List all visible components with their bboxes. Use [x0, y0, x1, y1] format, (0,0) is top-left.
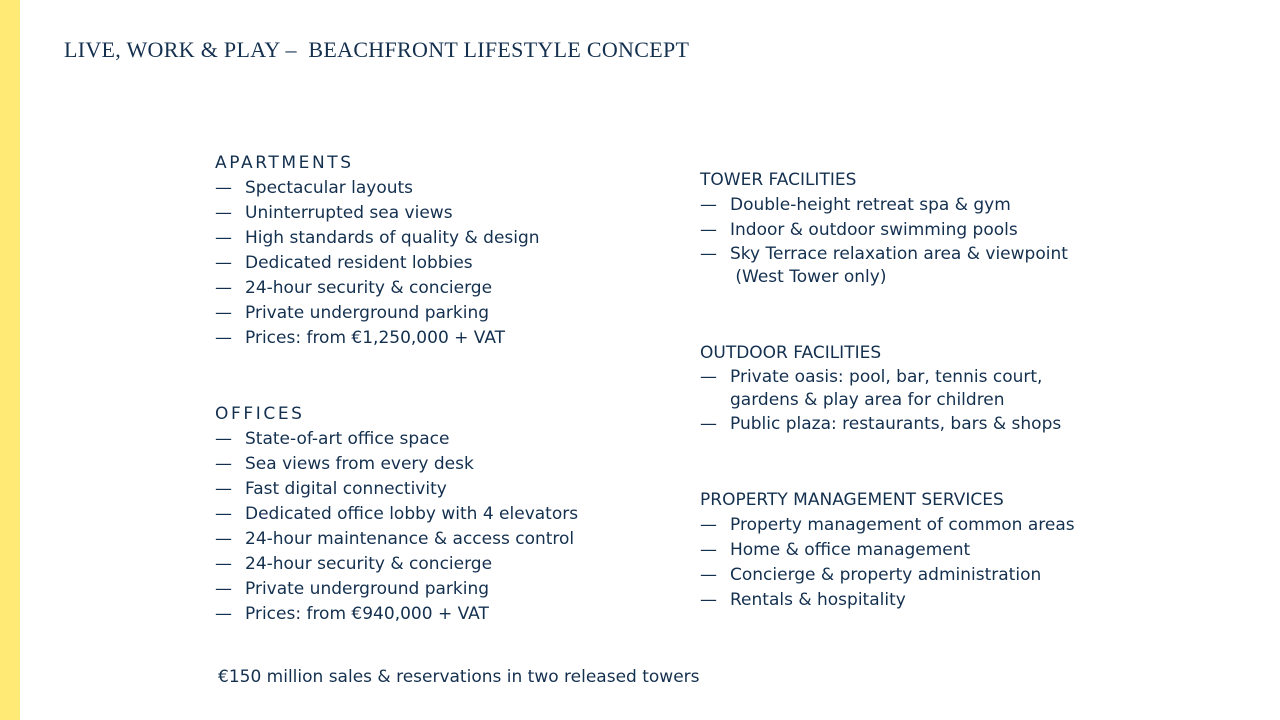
- list-item: [700, 412, 1061, 437]
- tower-facilities-section: [700, 168, 1068, 289]
- list-item-text: Spectacular layouts: [245, 178, 414, 198]
- list-item-text: Fast digital connectivity: [245, 479, 447, 499]
- list-item-text: Prices: from €1,250,000 + VAT: [245, 328, 506, 348]
- dash-bullet: —: [215, 253, 232, 273]
- tower-facilities-heading: TOWER FACILITIES: [700, 170, 857, 190]
- list-item: [215, 226, 540, 251]
- list-item: [700, 588, 1075, 613]
- outdoor-facilities-section: [700, 341, 1061, 437]
- list-item: [215, 577, 578, 602]
- list-item-text: 24-hour security & concierge: [245, 278, 493, 298]
- list-item-text: Dedicated office lobby with 4 elevators: [245, 504, 579, 524]
- dash-bullet: —: [700, 367, 717, 387]
- list-item: [700, 218, 1068, 243]
- list-item: [215, 552, 578, 577]
- dash-bullet: —: [215, 328, 232, 348]
- list-item: [215, 477, 578, 502]
- list-item: [215, 251, 540, 276]
- list-item-text: High standards of quality & design: [245, 228, 540, 248]
- list-item-text: Home & office management: [730, 540, 971, 560]
- list-item-text: Private oasis: pool, bar, tennis court, gardens & play area for children: [730, 367, 1043, 410]
- list-item-text: Concierge & property administration: [730, 565, 1042, 585]
- dash-bullet: —: [215, 228, 232, 248]
- list-item-text: Sea views from every desk: [245, 454, 474, 474]
- dash-bullet: —: [215, 203, 232, 223]
- list-item-text: Rentals & hospitality: [730, 590, 906, 610]
- dash-bullet: —: [215, 278, 232, 298]
- list-item-text: Indoor & outdoor swimming pools: [730, 220, 1018, 240]
- dash-bullet: —: [700, 590, 717, 610]
- list-item: [215, 427, 578, 452]
- list-item-text: 24-hour security & concierge: [245, 554, 493, 574]
- list-item: [700, 243, 1068, 289]
- list-item: [215, 502, 578, 527]
- list-item: [700, 563, 1075, 588]
- dash-bullet: —: [215, 554, 232, 574]
- list-item: [700, 193, 1068, 218]
- apartments-section: [215, 151, 540, 351]
- dash-bullet: —: [215, 178, 232, 198]
- list-item: [215, 201, 540, 226]
- list-item-text: Private underground parking: [245, 579, 490, 599]
- offices-heading: OFFICES: [215, 404, 305, 424]
- list-item: [700, 538, 1075, 563]
- dash-bullet: —: [215, 529, 232, 549]
- dash-bullet: —: [700, 565, 717, 585]
- dash-bullet: —: [700, 540, 717, 560]
- dash-bullet: —: [215, 429, 232, 449]
- list-item: [215, 301, 540, 326]
- list-item-text: Prices: from €940,000 + VAT: [245, 604, 489, 624]
- list-item: [215, 176, 540, 201]
- page-title: LIVE, WORK & PLAY – BEACHFRONT LIFESTYLE CONCEPT: [64, 37, 690, 62]
- list-item-text: Private underground parking: [245, 303, 490, 323]
- list-item-text: State-of-art office space: [245, 429, 450, 449]
- offices-section: [215, 402, 578, 627]
- dash-bullet: —: [700, 220, 717, 240]
- accent-bar: [0, 0, 20, 720]
- list-item: [215, 527, 578, 552]
- list-item: [700, 513, 1075, 538]
- dash-bullet: —: [700, 414, 717, 434]
- dash-bullet: —: [215, 454, 232, 474]
- dash-bullet: —: [700, 195, 717, 215]
- list-item-text: 24-hour maintenance & access control: [245, 529, 575, 549]
- dash-bullet: —: [700, 515, 717, 535]
- dash-bullet: —: [215, 604, 232, 624]
- list-item: [215, 452, 578, 477]
- dash-bullet: —: [700, 244, 717, 264]
- list-item-text: Property management of common areas: [730, 515, 1075, 535]
- property-management-section: [700, 488, 1075, 613]
- outdoor-facilities-heading: OUTDOOR FACILITIES: [700, 343, 882, 363]
- dash-bullet: —: [215, 579, 232, 599]
- list-item: [215, 276, 540, 301]
- list-item: [215, 602, 578, 627]
- list-item-text: Uninterrupted sea views: [245, 203, 453, 223]
- apartments-heading: APARTMENTS: [215, 153, 354, 173]
- list-item: [215, 326, 540, 351]
- property-management-heading: PROPERTY MANAGEMENT SERVICES: [700, 490, 1004, 510]
- list-item-text: Double-height retreat spa & gym: [730, 195, 1011, 215]
- dash-bullet: —: [215, 479, 232, 499]
- dash-bullet: —: [215, 504, 232, 524]
- sales-footnote: €150 million sales & reservations in two released towers: [218, 667, 700, 687]
- list-item-text: Public plaza: restaurants, bars & shops: [730, 414, 1062, 434]
- list-item-text: Dedicated resident lobbies: [245, 253, 473, 273]
- list-item: [700, 366, 1061, 412]
- dash-bullet: —: [215, 303, 232, 323]
- list-item-text: Sky Terrace relaxation area & viewpoint (West Tower only): [730, 244, 1068, 287]
